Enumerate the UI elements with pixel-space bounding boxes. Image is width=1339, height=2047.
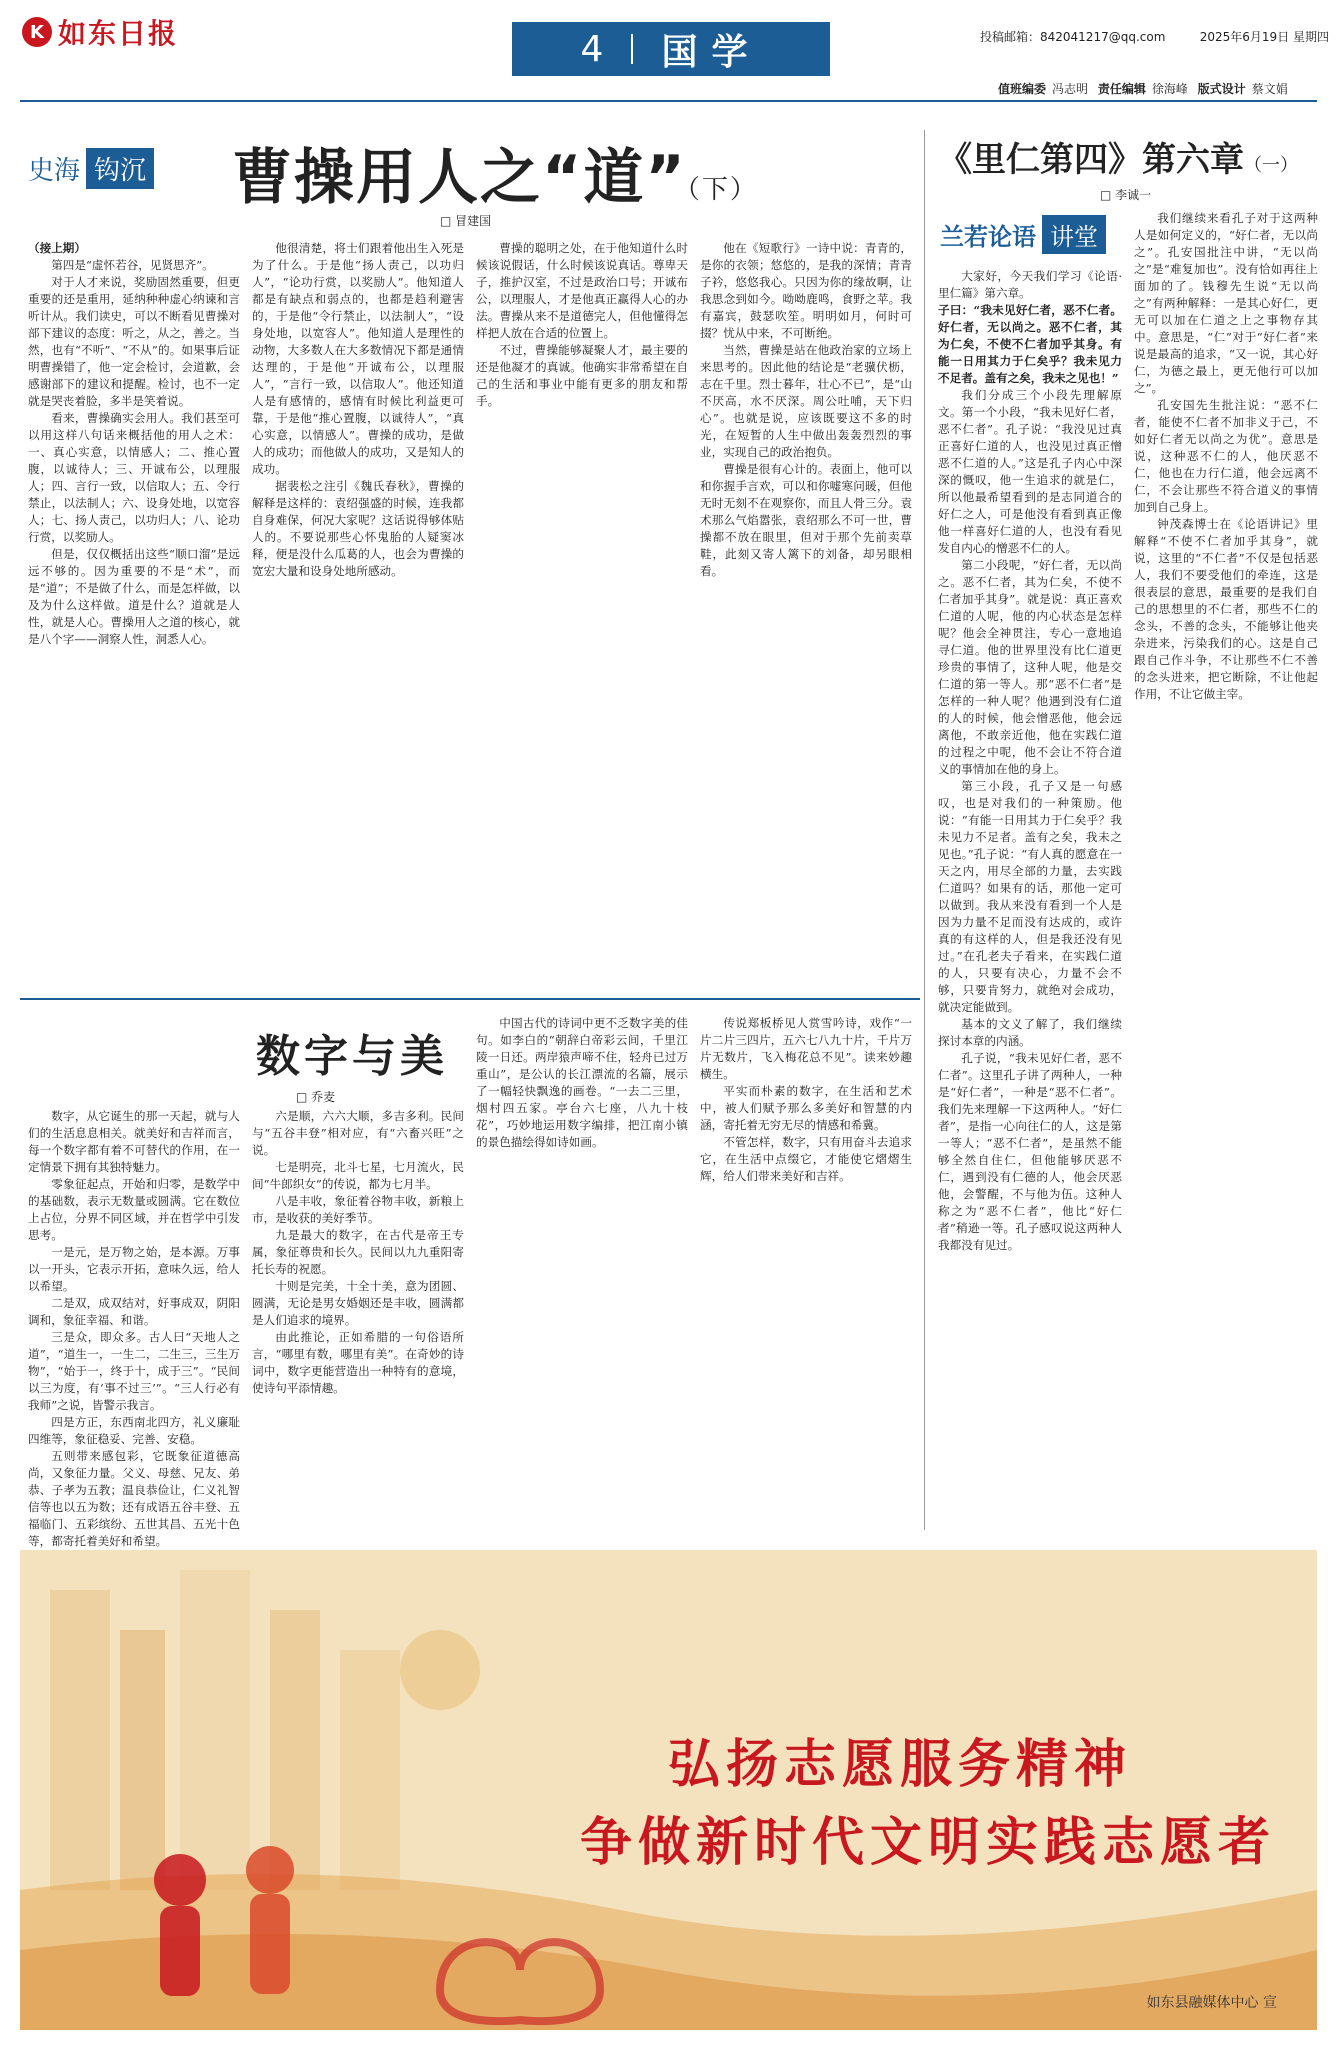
editor-name: 徐海峰 <box>1151 82 1188 96</box>
paragraph: 孔安国先生批注说：“恶不仁者，能使不仁者不加非义于己，不如好仁者无以尚之为优”。意思是说，这种恶不仁的人，他厌恶不仁，他也在力行仁道，他会远离不仁，不会让那些不符合道义的事情加到自己身上。 <box>1134 398 1318 514</box>
tab-divider <box>631 34 633 64</box>
article1-byline: □ 冒建国 <box>440 212 491 229</box>
paper-logo <box>22 14 212 50</box>
editor-name: 蔡文娟 <box>1251 82 1288 96</box>
article1-title <box>232 130 758 216</box>
paragraph: 第三小段，孔子又是一句感叹，也是对我们的一种策励。他说：“有能一日用其力于仁矣乎？我未见力不足者。盖有之矣，我未之见也。”孔子说：“有人真的愿意在一天之内，用尽全部的力量，去实践仁道吗？如果有的话，那他一定可以做到。我从来没有看到一个人是因为力量不足而没有达成的，或许真的有这样的人，但是我还没有见过。”在孔老夫子看来，在实践仁道的人，只要有决心，力量不会不够，只要肯努力，就绝对会成功，就决定能做到。 <box>938 779 1122 1014</box>
column-tag-b: 钩沉 <box>86 148 154 189</box>
header-rule <box>20 100 1317 102</box>
article3-col2 <box>1134 210 1318 1530</box>
editor-label: 责任编辑 <box>1097 82 1146 96</box>
section-rule <box>20 998 920 1000</box>
paragraph: 我们继续来看孔子对于这两种人是如何定义的，“好仁者，无以尚之”。孔安国批注中讲，“无以尚之”是“难复加也”。没有恰如再往上面加的了。钱穆先生说“无以尚之”有两种解释：一是其心好仁，更无可以加在仁道之上之事物存其中。意思是，“仁”对于“好仁者”来说是最高的追求，“又一说，其心好仁，为德之最上，更无他行可以加之”。 <box>1134 211 1318 395</box>
paragraph: 第四是“虚怀若谷，见贤思齐”。 <box>51 258 214 272</box>
paragraph: 传说郑板桥见人赏雪吟诗，戏作“一片二片三四片，五六七八九十片，千片万片无数片，飞入梅花总不见”。读来妙趣横生。 <box>700 1016 912 1081</box>
paragraph: 三是众，即众多。古人曰“天地人之道”，“道生一，一生二，二生三，三生万物”，“始于一，终于十，成于三”。“民间以三为度，有‘事不过三’”。“三人行必有我师”之说，皆警示我言。 <box>28 1330 240 1412</box>
paragraph: 不过，曹操能够凝聚人才，最主要的还是他凝才的真诚。他确实非常希望在自己的生活和事业中能有更多的朋友和帮手。 <box>476 343 688 408</box>
paragraph: 孔子说，“我未见好仁者，恶不仁者”。这里孔子讲了两种人，一种是“好仁者”，一种是“恶不仁者”。我们先来理解一下这两种人。“好仁者”，是指一心向往仁的人，这是第一等人；“恶不仁者”，是虽然不能够全然自住仁，但他能够厌恶不仁，遇到没有仁德的人，他会厌恶他，会警醒，不与他为伍。这种人称之为“恶不仁者”，他比“好仁者”稍逊一等。孔子感叹说这两种人我都没有见过。 <box>938 1051 1122 1252</box>
paragraph: 他在《短歌行》一诗中说：青青的，是你的衣领；悠悠的，是我的深情；青青子衿，悠悠我心。只因为你的缘故啊，让我思念到如今。呦呦鹿鸣，食野之苹。我有嘉宾，鼓瑟吹笙。明明如月，何时可掇？忧从中来，不可断绝。 <box>700 241 912 340</box>
article3-byline: □ 李诚一 <box>1100 186 1151 203</box>
article1-title-suffix: （下） <box>686 175 758 205</box>
article3-title <box>938 132 1298 181</box>
paragraph: 数字，从它诞生的那一天起，就与人们的生活息息相关。就美好和吉祥而言，每一个数字都有着不可替代的作用，在一定情景下拥有其独特魅力。 <box>28 1109 240 1174</box>
editor-label: 版式设计 <box>1197 82 1246 96</box>
article1-col1 <box>28 240 240 985</box>
paragraph: 一是元，是万物之始，是本源。万事以一开头，它表示开拓，意味久远，给人以希望。 <box>28 1245 240 1293</box>
editors-line <box>998 80 1294 97</box>
column-tag-a: 史海 <box>28 156 81 186</box>
logo-mark: K <box>22 17 52 47</box>
editor-name: 冯志明 <box>1052 82 1089 96</box>
issue-date: 2025年6月19日 <box>1199 30 1290 44</box>
article2-col1 <box>28 1108 240 1548</box>
article1-title-text: 曹操用人之“道” <box>232 143 687 213</box>
paragraph: 对于人才来说，奖励固然重要，但更重要的还是重用，延纳种种虚心纳谏和言听计从。我们读史，可以不断看见曹操对部下建议的态度：听之，从之，善之。当然，也有“不听”、“不从”的。如果事后证明曹操错了，他一定会检讨，会道歉，会感谢部下的建议和提醒。检讨，也不一定就是哭丧着脸，多半是笑着说。 <box>28 275 240 408</box>
page-number: 4 <box>580 28 604 70</box>
paragraph: 二是双，成双结对，好事成双，阴阳调和，象征幸福、和谐。 <box>28 1296 240 1327</box>
paragraph: 五则带来感包彩，它既象征道德高尚，又象征力量。父义、母慈、兄友、弟恭、子孝为五教；温良恭俭让，仁义礼智信等也以五为数；还有成语五谷丰登、五福临门、五彩缤纷、五世其昌、五光十色等，都寄托着美好和希望。 <box>28 1449 240 1548</box>
issue-info <box>980 28 1329 45</box>
editor-label: 值班编委 <box>998 82 1047 96</box>
article2-col4 <box>700 1015 912 1533</box>
public-service-banner <box>20 1550 1317 2030</box>
page-section-tab <box>512 22 830 76</box>
paragraph: 看来，曹操确实会用人。我们甚至可以用这样八句话来概括他的用人之术：一、真心实意，以情感人；二、推心置腹，以诚待人；三、开诚布公，以理服人；四、言行一致，以信取人；五、令行禁止，以法制人；六、设身处地，以宽容人；七、扬人责己，以功归人；八、论功行赏，以奖励人。 <box>28 411 240 544</box>
article1-col4 <box>700 240 912 985</box>
paragraph: 十则是完美，十全十美，意为团圆、圆满，无论是男女婚姻还是丰收，圆满都是人们追求的境界。 <box>252 1279 464 1327</box>
paragraph: 他很清楚，将士们跟着他出生入死是为了什么。于是他“扬人责己，以功归人”，“论功行赏，以奖励人”。他知道人都是有缺点和弱点的，也都是趋利避害的，于是他“令行禁止，以法制人”，“设身处地，以宽容人”。他知道人是理性的动物，大多数人在大多数情况下都是通情达理的，于是他“开诚布公，以理服人”，“言行一致，以信取人”。他还知道人是有感情的，感情有时候比利益更可靠，于是他“推心置腹，以诚待人”，“真心实意，以情感人”。曹操的成功，是做人的成功；而他做人的成功，又是知人的成功。 <box>252 241 464 476</box>
article1-col2 <box>252 240 464 985</box>
paragraph: 六是顺，六六大顺，多吉多利。民间与“五谷丰登”相对应，有“六畜兴旺”之说。 <box>252 1109 464 1157</box>
paragraph: 基本的文义了解了，我们继续探讨本章的内涵。 <box>938 1017 1122 1048</box>
paragraph: 我们分成三个小段先理解原文。第一个小段，“我未见好仁者，恶不仁者”。孔子说：“我没见过真正喜好仁道的人，也没见过真正憎恶不仁道的人。”这是孔子内心中深深的慨叹，他一生追求的就是仁，所以他最希望看到的是志同道合的好仁之人，可是他没有看到真正像他一样喜好仁道的人，也没有看见发自内心的憎恶不仁的人。 <box>938 388 1122 555</box>
mailbox: 投稿邮箱：842041217@qq.com <box>980 30 1166 44</box>
column-tag-history <box>28 148 154 189</box>
paragraph: 不管怎样，数字，只有用奋斗去追求它，在生活中点缀它，才能使它熠熠生辉，给人们带来美好和吉祥。 <box>700 1135 912 1183</box>
paragraph: 平实而朴素的数字，在生活和艺术中，被人们赋予那么多美好和智慧的内涵，寄托着无穷无尽的情感和希冀。 <box>700 1084 912 1132</box>
paragraph: 据裴松之注引《魏氏春秋》，曹操的解释是这样的：袁绍强盛的时候，连我都自身难保，何况大家呢？这话说得够体贴人的。不要说那些心怀鬼胎的人疑窦冰释，便是没什么瓜葛的人，也会为曹操的宽宏大量和设身处地所感动。 <box>252 479 464 578</box>
paragraph: 九是最大的数字，在古代是帝王专属，象征尊贵和长久。民间以九九重阳寄托长寿的祝愿。 <box>252 1228 464 1276</box>
article3-title-text: 《里仁第四》第六章 <box>938 140 1244 180</box>
paragraph: 四是方正，东西南北四方，礼义廉耻四维等，象征稳妥、完善、安稳。 <box>28 1415 240 1446</box>
article1-col3 <box>476 240 688 985</box>
paragraph: 零象征起点，开始和归零，是数学中的基础数，表示无数量或圆满。它在数位上占位，分界不同区域，并在哲学中引发思考。 <box>28 1177 240 1242</box>
article3-title-suffix: （一） <box>1244 155 1298 176</box>
analects-quote: 子曰：“我未见好仁者，恶不仁者。好仁者，无以尚之。恶不仁者，其为仁矣，不使不仁者加乎其身。有能一日用其力于仁矣乎？我未见力不足者。盖有之矣，我未之见也！” <box>938 303 1122 385</box>
paragraph: 当然，曹操是站在他政治家的立场上来思考的。因此他的结论是“老骥伏枥，志在千里。烈士暮年，壮心不已”，是“山不厌高，水不厌深。周公吐哺，天下归心”。也就是说，应该既要这不多的时光，在短暂的人生中做出轰轰烈烈的事业，实现自己的政治抱负。 <box>700 343 912 459</box>
paragraph: 七是明亮，北斗七星，七月流火，民间“牛郎织女”的传说，都为七月半。 <box>252 1160 464 1191</box>
paragraph: 但是，仅仅概括出这些“顺口溜”是远远不够的。因为重要的不是“术”，而是“道”；不是做了什么，而是怎样做，以及为什么这样做。道是什么？道就是人性，就是人心。曹操用人之道的核心，就是八个字——洞察人性，洞悉人心。 <box>28 547 240 646</box>
paragraph: 中国古代的诗词中更不乏数字美的佳句。如李白的“朝辞白帝彩云间，千里江陵一日还。两岸猿声啼不住，轻舟已过万重山”，是公认的长江漂流的名篇，展示了一幅轻快飘逸的画卷。“一去二三里，烟村四五家。亭台六七座，八九十枝花”，巧妙地运用数字编排，把江南小镇的景色描绘得如诗如画。 <box>476 1016 688 1149</box>
banner-org: 如东县融媒体中心 宣 <box>1146 1995 1277 2011</box>
column-tag-b: 讲堂 <box>1042 215 1106 254</box>
issue-weekday: 星期四 <box>1293 30 1330 44</box>
banner-line2: 争做新时代文明实践志愿者 <box>580 1813 1277 1873</box>
section-name: 国学 <box>661 31 762 73</box>
paragraph: 曹操的聪明之处，在于他知道什么时候该说假话，什么时候该说真话。尊卑天子，推护汉室，不过是政治口号；开诚布公，以理服人，才是他真正赢得人心的办法。曹操从来不是道德完人，但他懂得怎样把人放在合适的位置上。 <box>476 241 688 340</box>
column-tag-a: 兰若论语 <box>940 223 1036 251</box>
paragraph: 曹操是很有心计的。表面上，他可以和你握手言欢，可以和你嘘寒问暖，但他无时无刻不在观察你，而且人骨三分。袁术那么气焰嚣张，袁绍那么不可一世，曹操都不放在眼里，但对于那个先前卖草鞋，此刻又寄人篱下的刘备，却另眼相看。 <box>700 462 912 578</box>
paragraph: 八是丰收，象征着谷物丰收，新粮上市，是收获的美好季节。 <box>252 1194 464 1225</box>
paragraph: 大家好，今天我们学习《论语·里仁篇》第六章。 <box>938 269 1122 300</box>
paper-name: 如东日报 <box>58 17 179 50</box>
article2-col2 <box>252 1108 464 1533</box>
article2-byline: □ 乔麦 <box>296 1088 335 1105</box>
article2-title: 数字与美 <box>256 1031 448 1082</box>
paragraph: 第二小段呢，“好仁者，无以尚之。恶不仁者，其为仁矣，不使不仁者加乎其身”。就是说：真正喜欢仁道的人呢，他的内心状态是怎样呢？他会全神贯注，专心一意地追寻仁道。他的世界里没有比仁道更珍贵的事情了，这种人呢，他是交仁道的第一等人。那“恶不仁者”是怎样的一种人呢？他遇到没有仁道的人的时候，他会憎恶他，他会远离他，不敢亲近他，他在实践仁道的过程之中呢，他不会让不符合道义的事情加在他的身上。 <box>938 558 1122 776</box>
paragraph: （接上期） <box>28 241 86 255</box>
article3-col1 <box>938 268 1122 1530</box>
column-divider <box>924 130 925 1530</box>
column-tag-lanruo <box>940 215 1106 254</box>
paragraph: 钟茂森博士在《论语讲记》里解释“不使不仁者加乎其身”，就说，这里的“不仁者”不仅是包括恶人，我们不要受他们的牵连，这是很表层的意思，最重要的是我们自己的思想里的不仁者，那些不仁的念头，不善的念头，不能够让他夹杂进来，污染我们的心。这是自己跟自己作斗争，不让那些不仁不善的念头进来，把它断除，不让他起作用，不让它做主宰。 <box>1134 517 1318 701</box>
paragraph: 由此推论，正如希腊的一句俗语所言，“哪里有数，哪里有美”。在奇妙的诗词中，数字更能营造出一种特有的意境，使诗句平添情趣。 <box>252 1330 464 1395</box>
banner-line1: 弘扬志愿服务精神 <box>668 1735 1133 1795</box>
article2-col3 <box>476 1015 688 1533</box>
